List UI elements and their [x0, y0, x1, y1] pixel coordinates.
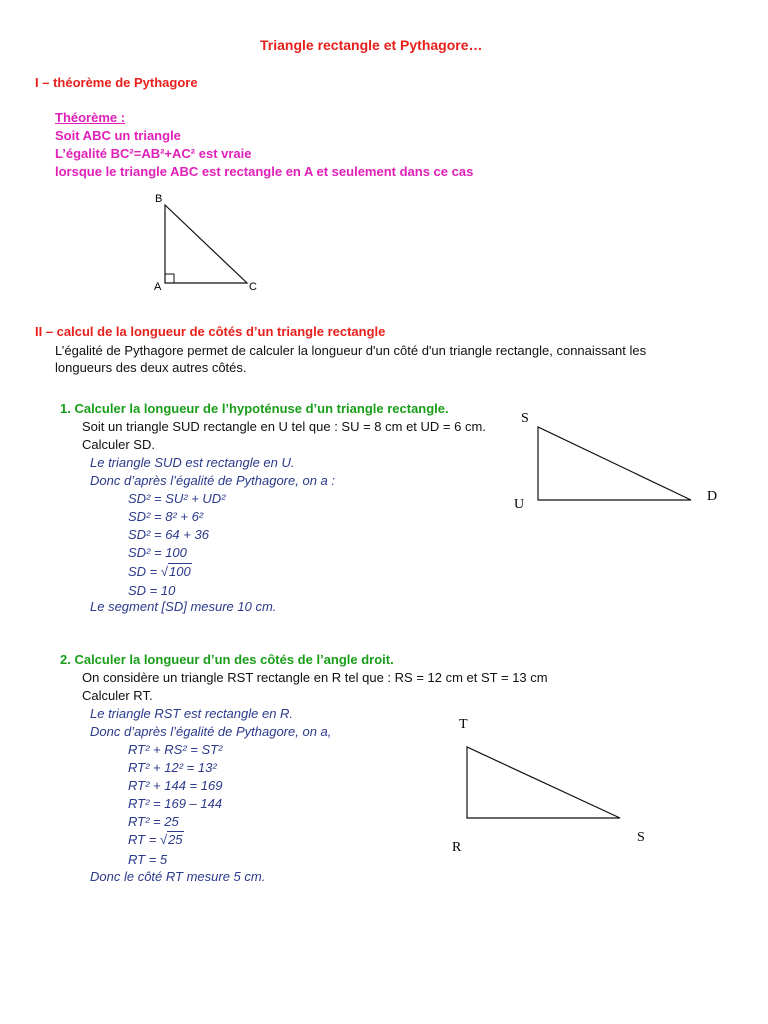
- exercise-1-result: SD = 10: [128, 583, 176, 598]
- exercise-2-sqrt-prefix: RT =: [128, 832, 157, 847]
- exercise-2-step-5: RT² = 25: [128, 814, 179, 829]
- exercise-2-result: RT = 5: [128, 852, 168, 867]
- section-1-heading: I – théorème de Pythagore: [35, 75, 198, 90]
- exercise-1-sqrt-line: [128, 564, 192, 579]
- triangle-abc: [165, 205, 247, 283]
- exercise-2-question: Calculer RT.: [82, 688, 153, 703]
- label-r: R: [452, 840, 462, 855]
- label-d: D: [707, 489, 718, 504]
- exercise-2-conclusion: Donc le côté RT mesure 5 cm.: [90, 869, 266, 884]
- theorem-line-2: L’égalité BC²=AB²+AC² est vraie: [55, 146, 252, 161]
- exercise-2-step-1: RT² + RS² = ST²: [128, 742, 223, 757]
- exercise-2-statement: On considère un triangle RST rectangle en R tel que : RS = 12 cm et ST = 13 cm: [82, 670, 548, 685]
- sqrt-symbol: √25: [159, 832, 183, 847]
- exercise-1-step-4: SD² = 100: [128, 545, 187, 560]
- label-u: U: [514, 497, 525, 512]
- label-a: A: [154, 281, 162, 293]
- label-s: S: [521, 411, 529, 426]
- exercise-1-sol-intro-2: Donc d’après l’égalité de Pythagore, on a :: [90, 473, 335, 488]
- exercise-1-sqrt-prefix: SD =: [128, 564, 158, 579]
- exercise-1-sqrt-value: 100: [169, 564, 191, 579]
- section-2-heading: II – calcul de la longueur de côtés d’un triangle rectangle: [35, 324, 386, 339]
- page-title: Triangle rectangle et Pythagore…: [260, 37, 483, 53]
- exercise-1-question: Calculer SD.: [82, 437, 155, 452]
- exercise-2-step-3: RT² + 144 = 169: [128, 778, 223, 793]
- sqrt-symbol: √100: [160, 564, 191, 579]
- triangle-rst-figure: [445, 710, 665, 860]
- exercise-1-statement: Soit un triangle SUD rectangle en U tel que : SU = 8 cm et UD = 6 cm.: [82, 419, 486, 434]
- triangle-sud: [538, 427, 691, 500]
- exercise-1-sol-intro-1: Le triangle SUD est rectangle en U.: [90, 455, 295, 470]
- exercise-2-step-2: RT² + 12² = 13²: [128, 760, 217, 775]
- exercise-1-step-1: SD² = SU² + UD²: [128, 491, 226, 506]
- section-2-intro-1: L’égalité de Pythagore permet de calculer la longueur d'un côté d'un triangle rectangle, connaissant les: [55, 343, 647, 358]
- exercise-1-step-3: SD² = 64 + 36: [128, 527, 209, 542]
- theorem-line-1: Soit ABC un triangle: [55, 128, 181, 143]
- section-2-intro-2: longueurs des deux autres côtés.: [55, 360, 247, 375]
- exercise-1-conclusion: Le segment [SD] mesure 10 cm.: [90, 599, 277, 614]
- exercise-2-sqrt-value: 25: [168, 832, 183, 847]
- exercise-2-step-4: RT² = 169 – 144: [128, 796, 223, 811]
- label-t: T: [459, 717, 468, 732]
- theorem-label: Théorème :: [55, 110, 126, 125]
- exercise-1-step-2: SD² = 8² + 6²: [128, 509, 204, 524]
- triangle-abc-figure: [145, 190, 275, 300]
- right-angle-mark: [165, 274, 174, 283]
- exercise-2-sol-intro-2: Donc d’après l’égalité de Pythagore, on a,: [90, 724, 332, 739]
- exercise-1-heading: 1. Calculer la longueur de l’hypoténuse d’un triangle rectangle.: [60, 401, 449, 416]
- triangle-sud-figure: [505, 405, 730, 515]
- exercise-2-sol-intro-1: Le triangle RST est rectangle en R.: [90, 706, 294, 721]
- exercise-2-sqrt-line: [128, 832, 184, 847]
- triangle-rst: [467, 747, 620, 818]
- exercise-2-heading: 2. Calculer la longueur d’un des côtés de l’angle droit.: [60, 652, 394, 667]
- label-c: C: [249, 281, 257, 293]
- label-b: B: [155, 193, 163, 205]
- label-s-2: S: [637, 830, 645, 845]
- theorem-line-3: lorsque le triangle ABC est rectangle en A et seulement dans ce cas: [55, 164, 474, 179]
